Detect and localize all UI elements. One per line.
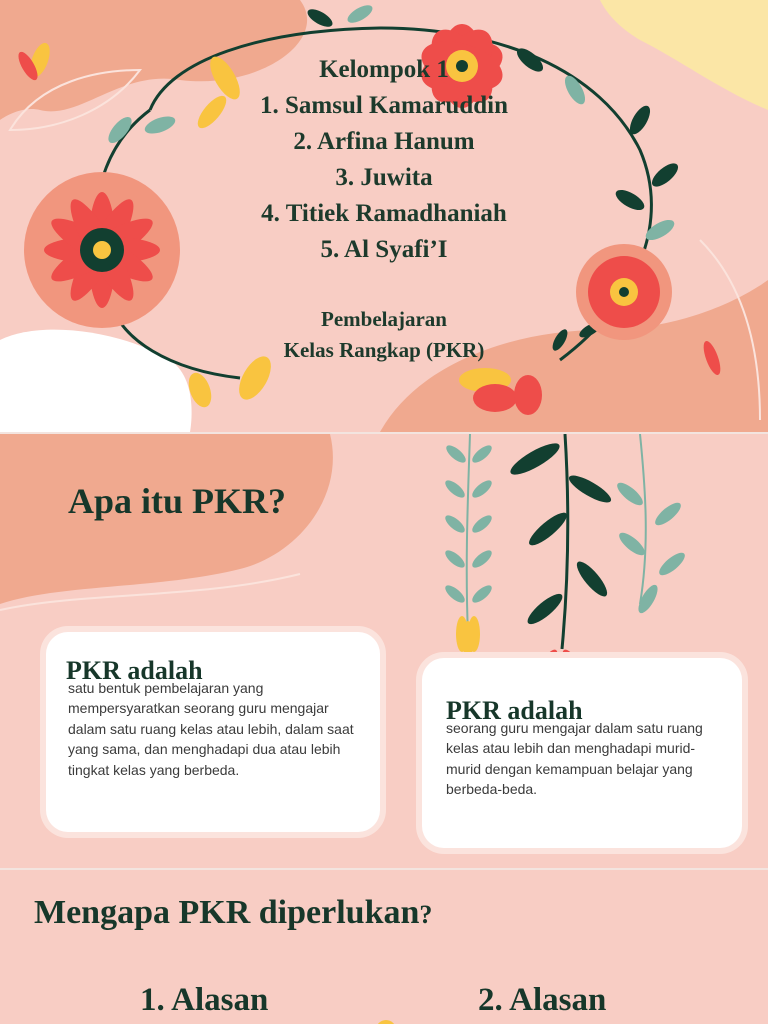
definition-card-2 bbox=[422, 658, 742, 848]
member-item: 4. Titiek Ramadhaniah bbox=[261, 200, 507, 227]
slide-definition bbox=[0, 432, 768, 868]
card-title: PKR adalah bbox=[446, 696, 583, 725]
member-list bbox=[0, 52, 768, 268]
member-item: 5. Al Syafi’I bbox=[320, 236, 448, 263]
subject-title bbox=[0, 304, 768, 366]
heading-text: Mengapa PKR diperlukan bbox=[34, 894, 420, 931]
subject-line-2: Kelas Rangkap (PKR) bbox=[283, 338, 485, 362]
group-title: Kelompok 1 bbox=[319, 56, 449, 83]
member-item: 3. Juwita bbox=[335, 164, 433, 191]
card-body: seorang guru mengajar dalam satu ruang kelas atau lebih dan menghadapi murid-murid dengan kemampuan belajar yang berbeda-beda. bbox=[446, 720, 703, 798]
heading-question-mark: ? bbox=[419, 900, 433, 929]
slide-heading bbox=[34, 894, 432, 932]
subject-line-1: Pembelajaran bbox=[321, 307, 447, 331]
slide-reasons bbox=[0, 868, 768, 1024]
reason-1-label: 1. Alasan bbox=[140, 982, 269, 1018]
slide-title bbox=[0, 0, 768, 432]
member-item: 2. Arfina Hanum bbox=[293, 128, 475, 155]
definition-card-1 bbox=[46, 632, 380, 832]
card-body: satu bentuk pembelajaran yang mempersyaratkan seorang guru mengajar dalam satu ruang kelas atau lebih, dalam saat yang sama, dan menghadapi dua atau lebih tingkat kelas yang berbeda. bbox=[68, 680, 354, 778]
slide-heading: Apa itu PKR? bbox=[68, 481, 287, 521]
reason-2-label: 2. Alasan bbox=[478, 982, 607, 1018]
card-title: PKR adalah bbox=[66, 656, 203, 685]
member-item: 1. Samsul Kamaruddin bbox=[260, 92, 508, 119]
